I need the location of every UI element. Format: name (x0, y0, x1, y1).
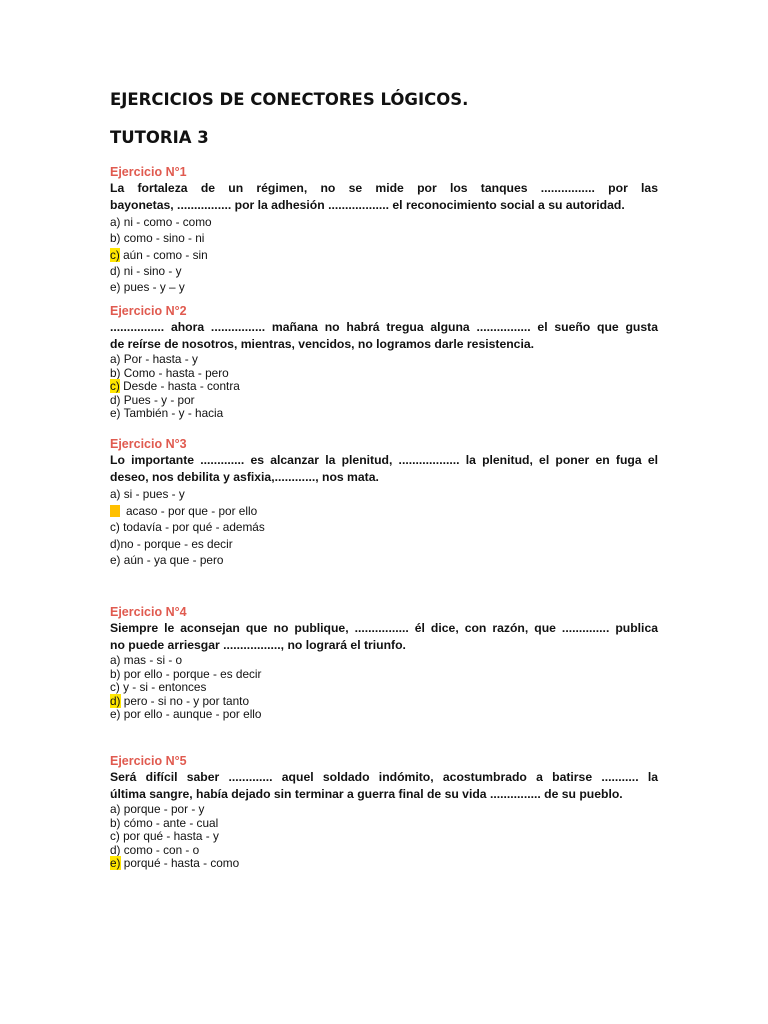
question-line: Será difícil saber ............. aquel soldado indómito, acostumbrado a batirse ........... la (110, 770, 658, 784)
answer-highlight: e) (110, 856, 121, 871)
exercise-heading: Ejercicio N°3 (110, 437, 187, 451)
question-line: última sangre, había dejado sin terminar a guerra final de su vida ............... de su pueblo. (110, 787, 623, 801)
exercise-question (110, 180, 658, 214)
option-d: d) como - con - o (110, 842, 200, 857)
exercise-3 (110, 436, 658, 569)
exercise-question (110, 452, 658, 486)
option-b: b) por ello - porque - es decir (110, 666, 262, 681)
option-c-correct: c) aún - como - sin (110, 247, 208, 262)
document-title: EJERCICIOS DE CONECTORES LÓGICOS. (110, 90, 469, 109)
option-b: b) como - sino - ni (110, 231, 205, 246)
option-a: a) porque - por - y (110, 802, 205, 816)
option-a: a) si - pues - y (110, 487, 185, 501)
option-e: e) por ello - aunque - por ello (110, 707, 262, 722)
option-d: d) ni - sino - y (110, 263, 182, 278)
option-a: a) ni - como - como (110, 215, 212, 229)
option-c: c) y - si - entonces (110, 680, 207, 695)
answer-highlight: d) (110, 693, 121, 708)
exercise-heading: Ejercicio N°2 (110, 304, 187, 318)
question-line: ................ ahora ................ mañana no habrá tregua alguna ................ el sueño que gusta (110, 320, 658, 334)
exercise-heading: Ejercicio N°5 (110, 754, 187, 768)
exercise-heading: Ejercicio N°4 (110, 605, 187, 619)
option-e: e) pues - y – y (110, 280, 185, 295)
exercise-2 (110, 303, 658, 421)
exercise-5 (110, 753, 658, 871)
option-c: c) todavía - por qué - además (110, 520, 265, 535)
question-line: Siempre le aconsejan que no publique, ................ él dice, con razón, que .............. publica (110, 621, 658, 635)
option-b: b) Como - hasta - pero (110, 365, 229, 380)
answer-highlight (110, 505, 120, 517)
option-e: e) aún - ya que - pero (110, 553, 224, 568)
option-d-correct: d) pero - si no - y por tanto (110, 693, 250, 708)
option-c-correct: c) Desde - hasta - contra (110, 379, 240, 394)
question-line: no puede arriesgar ................., no logrará el triunfo. (110, 638, 406, 652)
option-d: d) Pues - y - por (110, 392, 195, 407)
question-line: Lo importante ............. es alcanzar la plenitud, .................. la plenitud, el poner en fuga el (110, 453, 658, 467)
question-line: bayonetas, ................ por la adhesión .................. el reconocimiento social a su autoridad. (110, 198, 625, 212)
document-subtitle: TUTORIA 3 (110, 128, 209, 147)
question-line: de reírse de nosotros, mientras, vencidos, no logramos darle resistencia. (110, 337, 535, 351)
option-b-correct: acaso - por que - por ello (110, 503, 658, 520)
option-d: d)no - porque - es decir (110, 536, 233, 551)
option-e: e) También - y - hacia (110, 406, 224, 421)
exercise-question (110, 620, 658, 654)
exercise-4 (110, 604, 658, 722)
question-line: La fortaleza de un régimen, no se mide por los tanques ................ por las (110, 181, 658, 195)
question-line: deseo, nos debilita y asfixia,............, nos mata. (110, 470, 379, 484)
answer-highlight: c) (110, 379, 120, 394)
option-a: a) mas - si - o (110, 653, 183, 667)
option-c: c) por qué - hasta - y (110, 829, 219, 844)
answer-highlight: c) (110, 247, 120, 262)
option-a: a) Por - hasta - y (110, 352, 198, 366)
option-e-correct: e) porqué - hasta - como (110, 856, 240, 871)
exercise-heading: Ejercicio N°1 (110, 165, 187, 179)
option-b: b) cómo - ante - cual (110, 815, 219, 830)
exercise-1 (110, 164, 658, 295)
exercise-question (110, 769, 658, 803)
exercise-question (110, 319, 658, 353)
